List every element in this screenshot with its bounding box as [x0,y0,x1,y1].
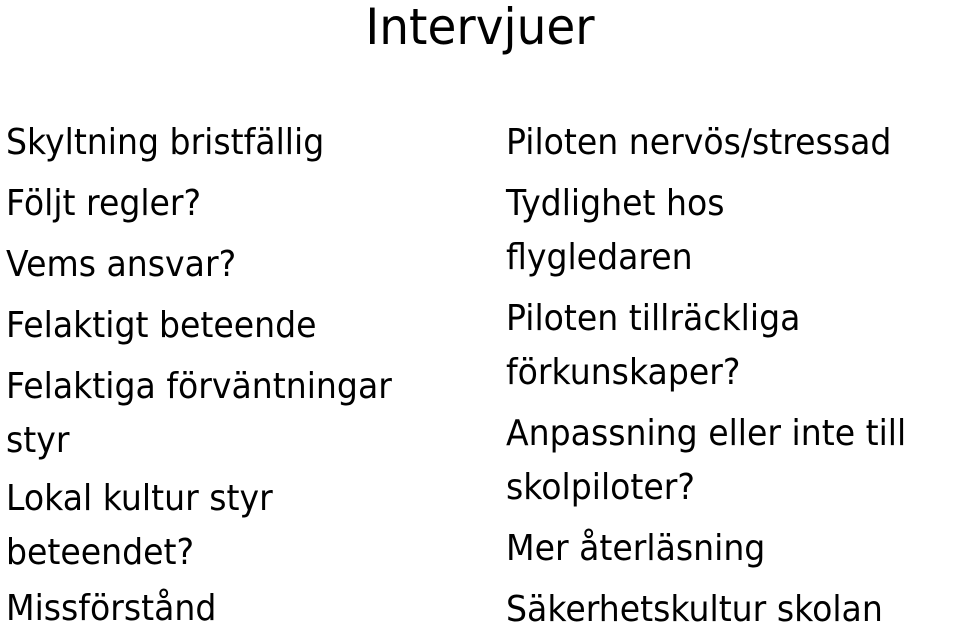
list-item [506,407,924,515]
list-item [506,177,924,285]
list-item-line: Piloten nervös/stressad [506,122,892,163]
list-item-line: Felaktiga förväntningar [6,366,392,407]
list-item-line: styr [6,420,70,461]
list-item [6,582,438,636]
list-item-line: Säkerhetskultur skolan [506,589,883,630]
list-item [506,292,924,400]
list-item [6,238,438,292]
list-item-line: Skyltning bristfällig [6,122,325,163]
list-item-line: Mer återläsning [506,528,766,569]
list-item-line: Lokal kultur styr [6,478,273,519]
list-item [506,583,924,637]
list-item-line: förkunskaper? [506,352,741,393]
list-item [6,177,438,231]
list-item [6,116,438,170]
list-item-line: Tydlighet hos [506,183,725,224]
left-column-list [6,116,476,643]
list-item [6,299,438,353]
list-item-line: Vems ansvar? [6,244,237,285]
list-item-line: Anpassning eller inte till [506,413,907,454]
list-item-line: Följt regler? [6,183,202,224]
list-item [6,472,438,580]
slide-title: Intervjuer [365,0,595,56]
list-item [506,522,924,576]
list-item [506,116,924,170]
list-item-line: skolpiloter? [506,467,695,508]
right-column-list [506,116,960,644]
list-item-line: flygledaren [506,237,693,278]
list-item [6,360,438,468]
list-item-line: beteendet? [6,532,195,573]
list-item-line: Piloten tillräckliga [506,298,801,339]
list-item-line: Felaktigt beteende [6,305,317,346]
list-item-line: Missförstånd [6,588,217,629]
